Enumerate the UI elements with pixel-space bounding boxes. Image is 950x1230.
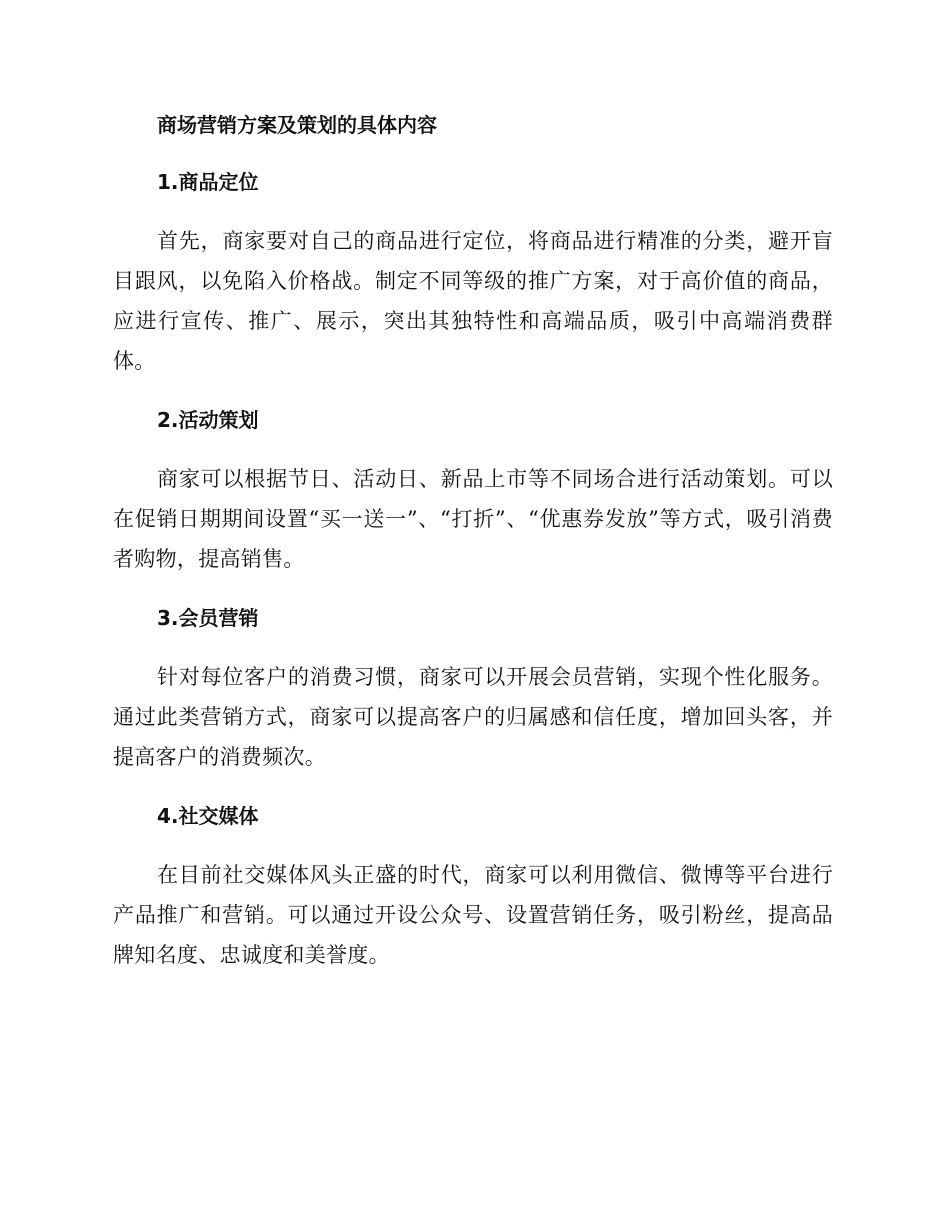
section-paragraph: 针对每位客户的消费习惯，商家可以开展会员营销，实现个性化服务。通过此类营销方式，商家可以提高客户的归属感和信任度，增加回头客，并提高客户的消费频次。: [113, 665, 833, 769]
section-member-marketing: [113, 601, 833, 777]
section-paragraph: 商家可以根据节日、活动日、新品上市等不同场合进行活动策划。可以在促销日期期间设置“买一送一”、“打折”、“优惠券发放”等方式，吸引消费者购物，提高销售。: [113, 467, 833, 571]
section-social-media: [113, 799, 833, 975]
section-heading: 1.商品定位: [157, 170, 259, 194]
section-heading: 2.活动策划: [157, 408, 259, 432]
document-title: 商场营销方案及策划的具体内容: [157, 113, 437, 137]
section-heading: 4.社交媒体: [157, 804, 259, 828]
section-product-positioning: [113, 165, 833, 381]
document-content: [113, 108, 833, 997]
section-event-planning: [113, 403, 833, 579]
section-paragraph: 首先，商家要对自己的商品进行定位，将商品进行精准的分类，避开盲目跟风，以免陷入价格战。制定不同等级的推广方案，对于高价值的商品，应进行宣传、推广、展示，突出其独特性和高端品质，吸引中高端消费群体。: [113, 229, 833, 373]
section-paragraph: 在目前社交媒体风头正盛的时代，商家可以利用微信、微博等平台进行产品推广和营销。可以通过开设公众号、设置营销任务，吸引粉丝，提高品牌知名度、忠诚度和美誉度。: [113, 863, 833, 967]
section-heading: 3.会员营销: [157, 606, 259, 630]
